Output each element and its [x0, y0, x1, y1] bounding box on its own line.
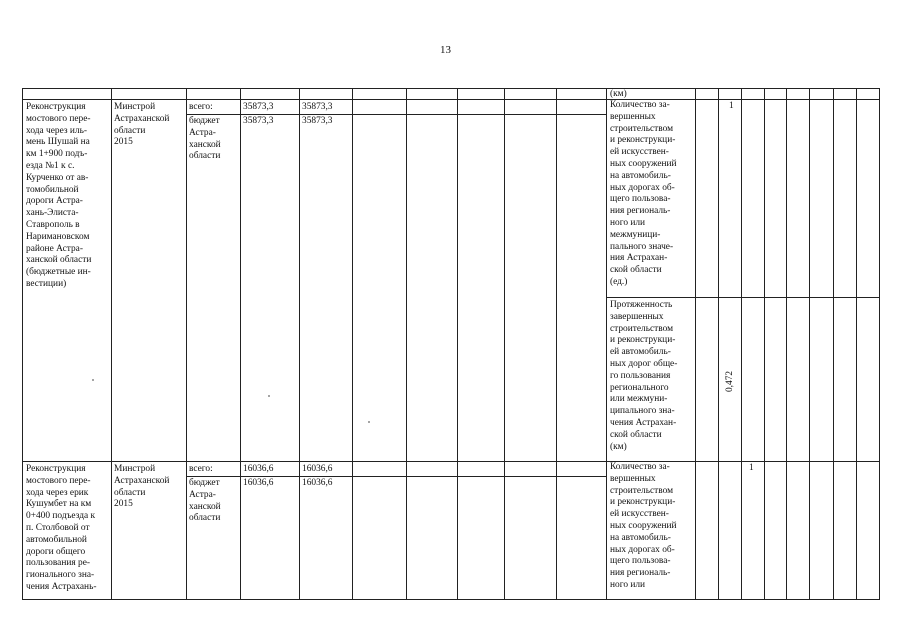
row2-indicator-1-value: 1 [749, 463, 754, 473]
col-line-executor [111, 88, 112, 600]
row1-indicator-2-value: 0,472 [725, 370, 735, 392]
row2-total-line [186, 476, 606, 477]
row2-total-value-1: 16036,6 [243, 464, 274, 474]
scan-speck [268, 395, 270, 397]
col-line-value-6 [809, 88, 810, 600]
col-line-value-3 [741, 88, 742, 600]
scan-speck [368, 421, 370, 423]
col-line-value-8 [856, 88, 857, 600]
col-line-value-5 [786, 88, 787, 600]
row2-indicator-1: Количество за- вершенных строительством и реконструкци- ей искусствен- ных сооружений на автомобиль- ных дорогах об- щего пользова- ния региональ- ного или [610, 462, 677, 590]
col-line-year-4 [504, 88, 505, 600]
col-line-value-4 [764, 88, 765, 600]
row1-budget-value-1: 35873,3 [243, 116, 274, 126]
col-line-right [879, 88, 880, 600]
row2-total-value-2: 16036,6 [302, 464, 333, 474]
col-line-name-left [22, 88, 23, 600]
row1-source-budget-label: бюджет Астра- ханской области [189, 116, 221, 162]
row2-budget-value-1: 16036,6 [243, 478, 274, 488]
row1-total-line [186, 114, 606, 115]
row1-budget-value-2: 35873,3 [302, 116, 333, 126]
row2-executor: Минстрой Астраханской области 2015 [114, 464, 170, 510]
col-line-indicator [606, 88, 607, 600]
row1-indicator-divider [606, 297, 879, 298]
table-top-border [22, 88, 879, 89]
row1-executor: Минстрой Астраханской области 2015 [114, 102, 170, 148]
col-line-total-2 [299, 88, 300, 600]
row2-project-name: Реконструкция мостового пере- хода через ерик Кушумбет на км 0+400 подъезда к п. Столбовой от автомобильной дороги общего пользования ре- гионального зна- чения Астрахань- [26, 464, 97, 592]
row1-total-value-1: 35873,3 [243, 102, 274, 112]
col-line-total-1 [240, 88, 241, 600]
row2-source-budget-label: бюджет Астра- ханской области [189, 478, 221, 524]
col-line-value-2 [718, 88, 719, 600]
scan-speck [92, 379, 94, 381]
row2-budget-value-2: 16036,6 [302, 478, 333, 488]
row1-total-value-2: 35873,3 [302, 102, 333, 112]
col-line-source [186, 88, 187, 600]
row1-source-total-label: всего: [189, 102, 213, 112]
row-divider [22, 461, 879, 462]
col-line-year-1 [352, 88, 353, 600]
row1-indicator-1: Количество за- вершенных строительством и реконструкци- ей искусствен- ных сооружений на автомобиль- ных дорогах об- щего пользова- ния региональ- ного или межмуници- пального значе- ния Астрахан- ской области (ед.) [610, 100, 677, 287]
header-row-bottom [22, 99, 879, 100]
row2-source-total-label: всего: [189, 464, 213, 474]
table-bottom-line [22, 599, 879, 600]
col-line-year-2 [406, 88, 407, 600]
carry-over-unit: (км) [610, 89, 627, 99]
page-number: 13 [440, 44, 451, 56]
col-line-year-3 [457, 88, 458, 600]
row1-indicator-1-value: 1 [729, 101, 734, 111]
row1-project-name: Реконструкция мостового пере- хода через иль- мень Шушай на км 1+900 подъ- езда №1 к с. Курченко от ав- томобильной дороги Астра- хань-Элиста- Ставрополь в Наримановском районе Астра- ханской области (бюджетные ин- вестиции) [26, 102, 92, 289]
col-line-value-7 [833, 88, 834, 600]
col-line-year-5 [556, 88, 557, 600]
row1-indicator-2: Протяженность завершенных строительством и реконструкци- ей автомобиль- ных дорог обще- го пользования регионального или межмуни- ципального зна- чения Астрахан- ской области (км) [610, 300, 678, 452]
col-line-value-1 [695, 88, 696, 600]
